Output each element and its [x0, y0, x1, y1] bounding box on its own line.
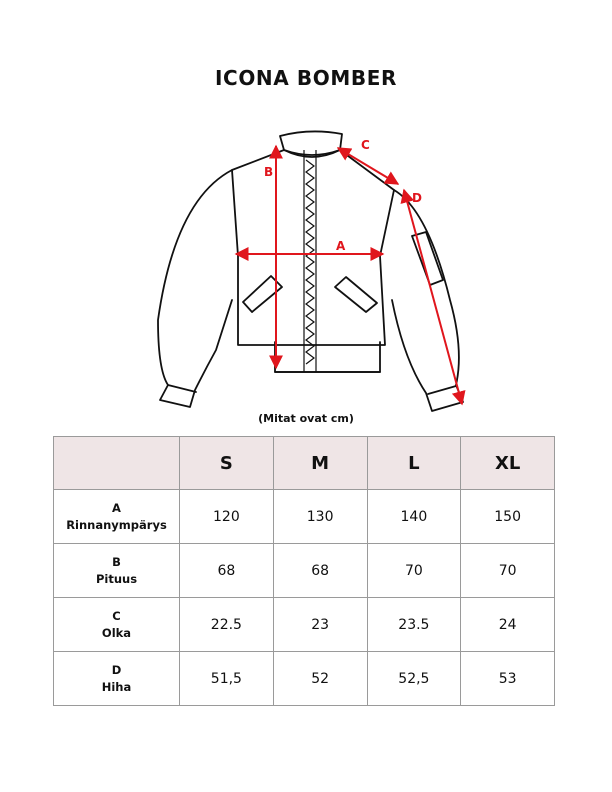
size-header: XL [461, 437, 555, 490]
table-cell: 120 [180, 490, 274, 544]
table-cell: 23 [273, 598, 367, 652]
label-d: D [412, 191, 422, 205]
row-letter: A [112, 500, 121, 515]
label-c: C [361, 138, 370, 152]
table-row [54, 490, 555, 544]
arrow-c [338, 148, 398, 184]
size-header: L [367, 437, 461, 490]
zipper [304, 150, 316, 372]
row-header [54, 544, 180, 598]
row-name: Hiha [101, 679, 132, 694]
row-name: Olka [101, 625, 132, 640]
size-table [53, 436, 555, 706]
table-cell: 150 [461, 490, 555, 544]
table-cell: 24 [461, 598, 555, 652]
label-b: B [264, 165, 274, 179]
table-header-row [54, 437, 555, 490]
table-cell: 70 [461, 544, 555, 598]
row-header [54, 652, 180, 706]
arrow-d [404, 190, 462, 404]
units-note: (Mitat ovat cm) [258, 412, 354, 425]
table-cell: 52 [273, 652, 367, 706]
row-letter: D [111, 662, 122, 677]
corner-cell [54, 437, 180, 490]
row-header [54, 598, 180, 652]
row-letter: C [112, 608, 121, 623]
measure-labels [264, 138, 422, 253]
row-letter: B [112, 554, 121, 569]
measure-arrows [236, 146, 462, 404]
label-a: A [336, 239, 346, 253]
table-row [54, 544, 555, 598]
row-header [54, 490, 180, 544]
page-title: ICONA BOMBER [215, 66, 397, 90]
jacket-diagram [0, 118, 612, 418]
table-cell: 52,5 [367, 652, 461, 706]
table-cell: 23.5 [367, 598, 461, 652]
table-cell: 140 [367, 490, 461, 544]
table-cell: 68 [180, 544, 274, 598]
table-cell: 130 [273, 490, 367, 544]
table-cell: 22.5 [180, 598, 274, 652]
table-cell: 70 [367, 544, 461, 598]
row-name: Rinnanympärys [66, 517, 167, 532]
table-cell: 51,5 [180, 652, 274, 706]
table-cell: 68 [273, 544, 367, 598]
size-header: S [180, 437, 274, 490]
row-name: Pituus [95, 571, 138, 586]
size-header: M [273, 437, 367, 490]
table-row [54, 598, 555, 652]
table-row [54, 652, 555, 706]
table-cell: 53 [461, 652, 555, 706]
